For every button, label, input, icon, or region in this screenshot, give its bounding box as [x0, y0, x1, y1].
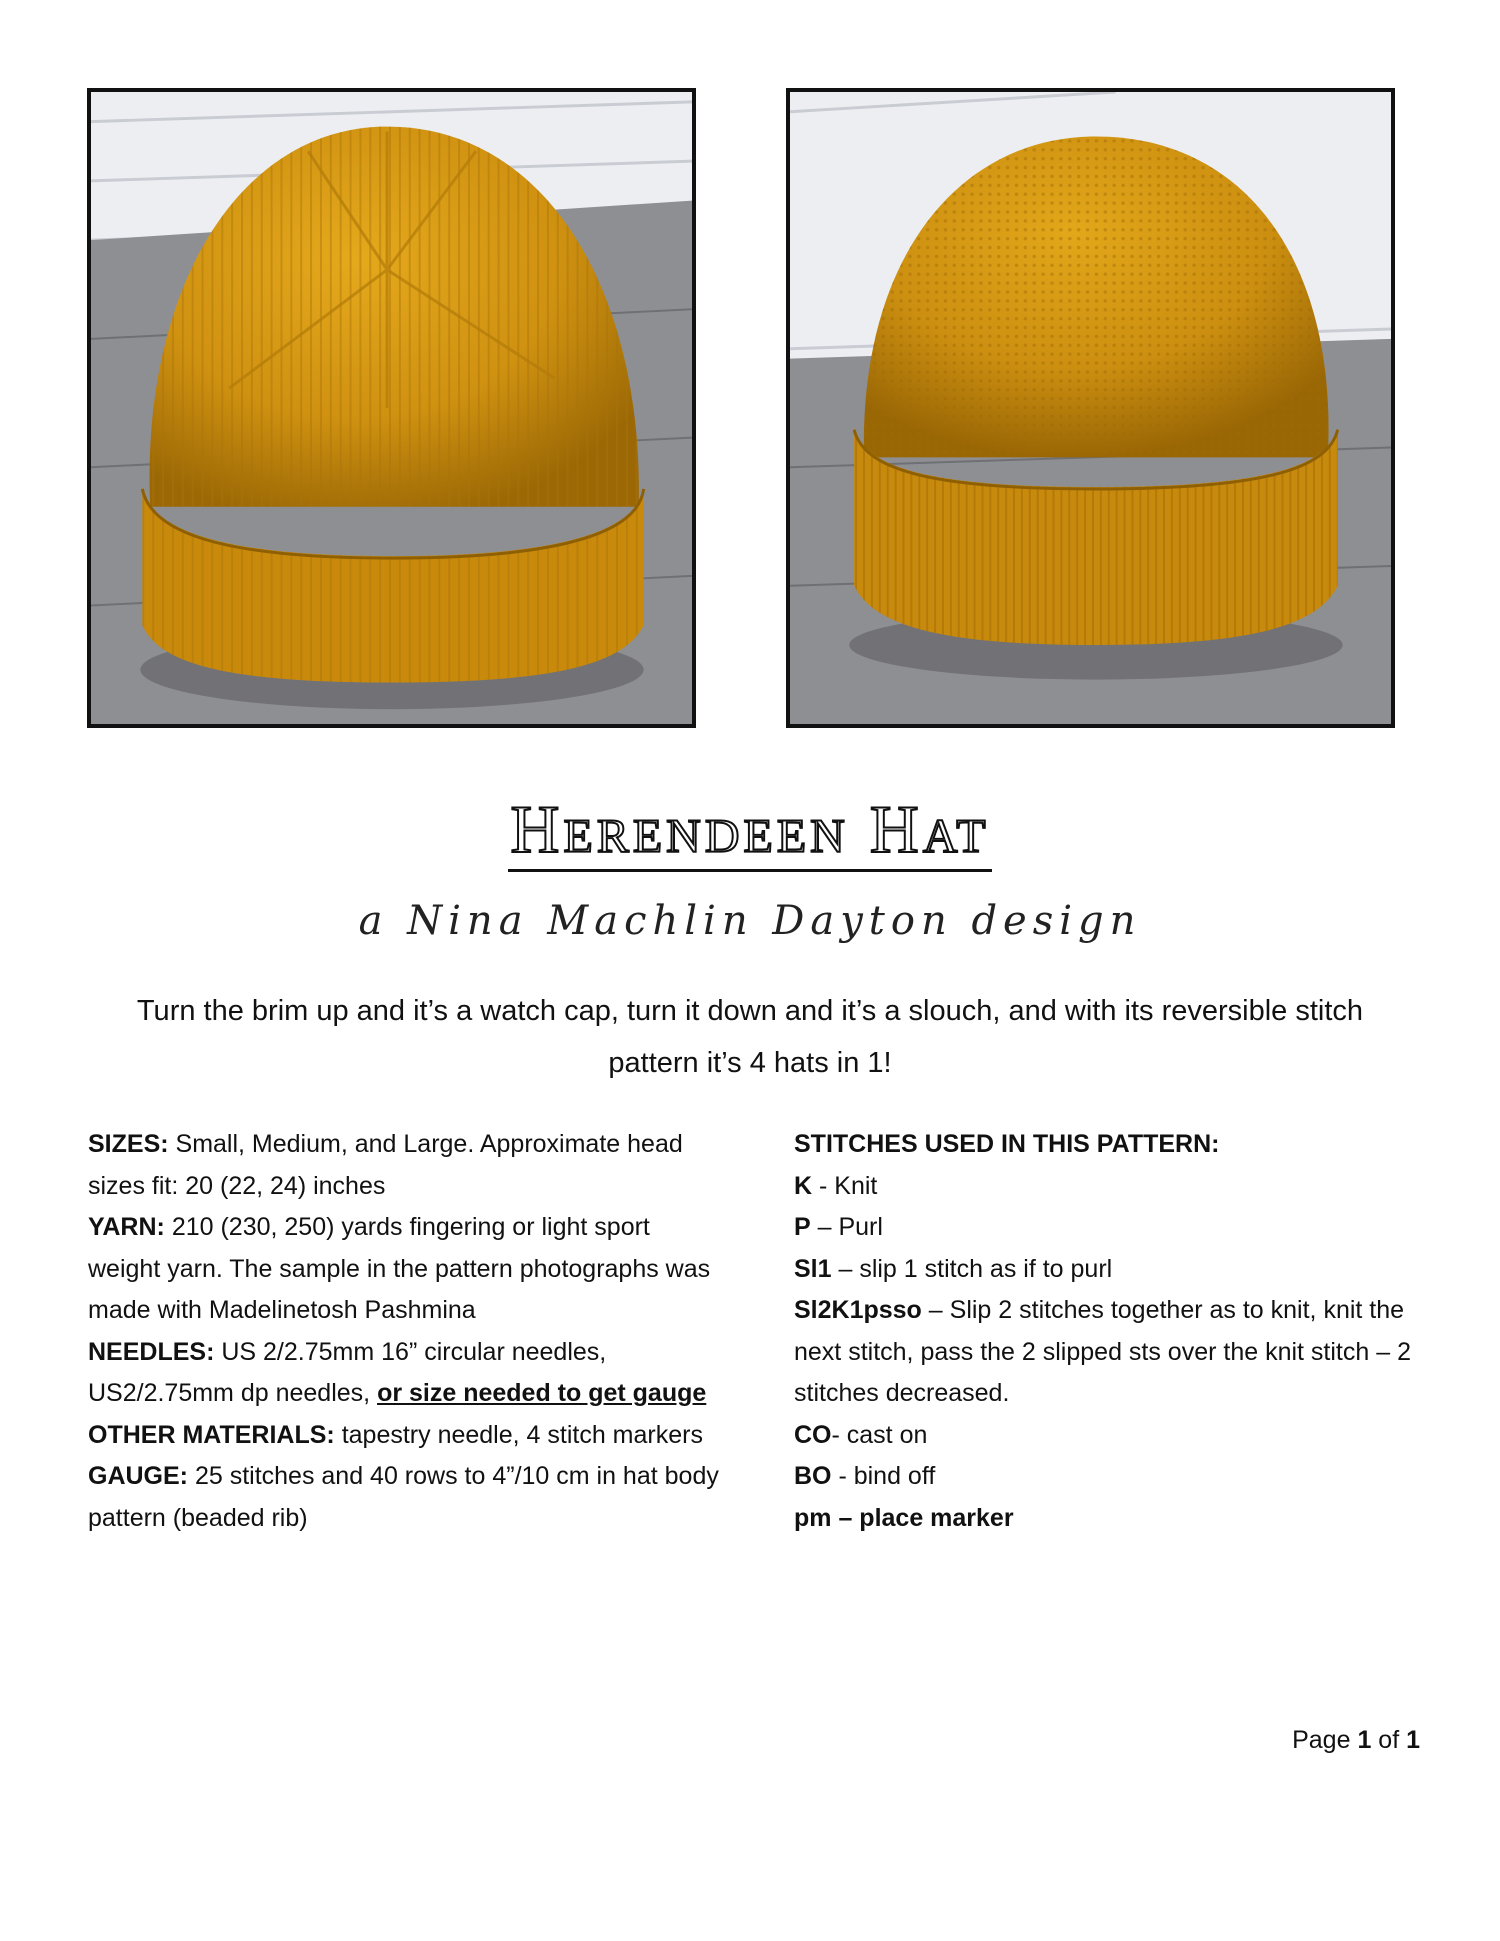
- stitch-abbr: K: [794, 1171, 813, 1200]
- stitch-desc: - bind off: [831, 1462, 936, 1490]
- stitch-item: [794, 1290, 1414, 1415]
- stitch-desc: - cast on: [831, 1420, 928, 1449]
- stitch-desc: - Knit: [812, 1171, 878, 1200]
- materials-column: [88, 1124, 728, 1539]
- hat-photo-left-image: [91, 92, 692, 724]
- stitch-abbr: Sl1: [794, 1254, 832, 1283]
- intro-paragraph: Turn the brim up and it’s a watch cap, turn it down and it’s a slouch, and with its reversible stitch pattern it’s 4 hats in 1!: [136, 995, 1364, 1079]
- stitch-abbr: BO: [794, 1462, 832, 1490]
- yarn-entry: [88, 1207, 728, 1332]
- gauge-entry: [88, 1456, 728, 1539]
- sizes-text: Small, Medium, and Large. Approximate head sizes fit: 20 (22, 24) inches: [88, 1130, 683, 1200]
- page-number: Page 1 of 1: [1292, 1726, 1420, 1754]
- stitch-desc: – Purl: [810, 1213, 883, 1241]
- needles-gauge-note: or size needed to get gauge: [377, 1379, 707, 1407]
- designer-credit: a Nina Machlin Dayton design: [358, 898, 1142, 944]
- hat-photo-right: [786, 88, 1395, 728]
- stitches-column: [794, 1124, 1414, 1539]
- stitch-item: [794, 1456, 1414, 1498]
- stitches-heading: STITCHES USED IN THIS PATTERN:: [794, 1130, 1220, 1158]
- stitch-item: [794, 1166, 1414, 1208]
- materials-text: tapestry needle, 4 stitch markers: [334, 1420, 703, 1449]
- gauge-label: GAUGE:: [88, 1462, 188, 1490]
- sizes-label: SIZES:: [88, 1130, 169, 1158]
- hat-photo-left: [87, 88, 696, 728]
- yarn-text: 210 (230, 250) yards fingering or light sport weight yarn. The sample in the pattern photographs was made with Madelinetosh Pashmina: [88, 1213, 711, 1324]
- gauge-text: 25 stitches and 40 rows to 4”/10 cm in hat body pattern (beaded rib): [88, 1462, 719, 1532]
- materials-label: OTHER MATERIALS:: [88, 1420, 335, 1449]
- pattern-title: Herendeen Hat: [0, 790, 1500, 869]
- stitch-abbr: P: [794, 1213, 811, 1241]
- stitch-item: [794, 1249, 1414, 1291]
- stitch-abbr: CO: [794, 1420, 832, 1449]
- yarn-label: YARN:: [88, 1213, 165, 1241]
- sizes-entry: [88, 1124, 728, 1207]
- materials-entry: [88, 1415, 728, 1457]
- needles-text: US 2/2.75mm 16” circular needles, US2/2.75mm dp needles,: [88, 1337, 607, 1407]
- stitch-desc: – slip 1 stitch as if to purl: [831, 1254, 1113, 1283]
- stitch-item: [794, 1415, 1414, 1457]
- stitch-desc: – Slip 2 stitches together as to knit, knit the next stitch, pass the 2 slipped sts over the knit stitch – 2 stitches decreased.: [794, 1296, 1411, 1407]
- needles-entry: [88, 1332, 728, 1415]
- stitch-item: [794, 1498, 1414, 1540]
- hat-photo-right-image: [790, 92, 1391, 724]
- stitch-abbr: Sl2K1psso: [794, 1296, 922, 1324]
- needles-label: NEEDLES:: [88, 1337, 215, 1366]
- stitch-item: [794, 1207, 1414, 1249]
- stitch-abbr: pm – place marker: [794, 1503, 1014, 1532]
